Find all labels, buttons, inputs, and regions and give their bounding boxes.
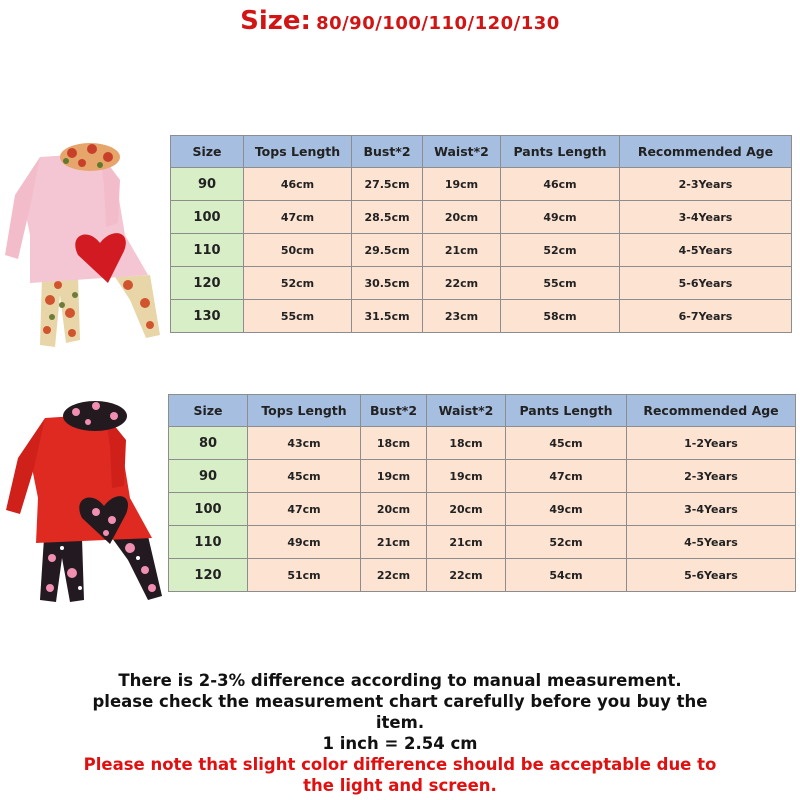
tops-length-cell: 43cm: [248, 427, 361, 460]
size-table-pink: [170, 135, 792, 333]
bust-cell: 20cm: [361, 493, 427, 526]
table-header-row: [171, 136, 792, 168]
size-cell: 130: [171, 300, 244, 333]
size-table-red: [168, 394, 796, 592]
col-header-waist: Waist*2: [423, 136, 501, 168]
pants-length-cell: 52cm: [501, 234, 620, 267]
table-row: [169, 493, 796, 526]
size-cell: 90: [169, 460, 248, 493]
table-row: [169, 460, 796, 493]
col-header-pants-length: Pants Length: [501, 136, 620, 168]
waist-cell: 21cm: [427, 526, 506, 559]
table-row: [171, 300, 792, 333]
tops-length-cell: 47cm: [244, 201, 352, 234]
tops-length-cell: 45cm: [248, 460, 361, 493]
waist-cell: 22cm: [423, 267, 501, 300]
age-cell: 2-3Years: [620, 168, 792, 201]
tops-length-cell: 55cm: [244, 300, 352, 333]
pants-length-cell: 49cm: [501, 201, 620, 234]
pants-length-cell: 54cm: [506, 559, 627, 592]
age-cell: 3-4Years: [620, 201, 792, 234]
note-line: item.: [375, 713, 425, 732]
waist-cell: 20cm: [427, 493, 506, 526]
pants-length-cell: 52cm: [506, 526, 627, 559]
tops-length-cell: 47cm: [248, 493, 361, 526]
col-header-size: Size: [169, 395, 248, 427]
note-line: There is 2-3% difference according to manual measurement.: [118, 671, 682, 690]
col-header-recommended-age: Recommended Age: [627, 395, 796, 427]
pants-length-cell: 47cm: [506, 460, 627, 493]
table-header-row: [169, 395, 796, 427]
bust-cell: 30.5cm: [352, 267, 423, 300]
size-cell: 110: [169, 526, 248, 559]
age-cell: 6-7Years: [620, 300, 792, 333]
pants-length-cell: 55cm: [501, 267, 620, 300]
note-line: 1 inch = 2.54 cm: [322, 734, 478, 753]
table-row: [169, 526, 796, 559]
table-row: [171, 201, 792, 234]
bust-cell: 18cm: [361, 427, 427, 460]
pants-length-cell: 45cm: [506, 427, 627, 460]
age-cell: 5-6Years: [620, 267, 792, 300]
age-cell: 5-6Years: [627, 559, 796, 592]
size-cell: 120: [171, 267, 244, 300]
red-outfit-image: [0, 388, 172, 603]
col-header-waist: Waist*2: [427, 395, 506, 427]
waist-cell: 23cm: [423, 300, 501, 333]
size-cell: 100: [169, 493, 248, 526]
table-row: [171, 168, 792, 201]
col-header-size: Size: [171, 136, 244, 168]
waist-cell: 21cm: [423, 234, 501, 267]
waist-cell: 22cm: [427, 559, 506, 592]
size-values: 80/90/100/110/120/130: [316, 13, 560, 34]
bust-cell: 27.5cm: [352, 168, 423, 201]
bust-cell: 29.5cm: [352, 234, 423, 267]
age-cell: 4-5Years: [627, 526, 796, 559]
notes-block: [0, 670, 800, 796]
table-row: [169, 427, 796, 460]
table-row: [169, 559, 796, 592]
pants-length-cell: 58cm: [501, 300, 620, 333]
size-title: [0, 6, 800, 36]
age-cell: 2-3Years: [627, 460, 796, 493]
age-cell: 1-2Years: [627, 427, 796, 460]
bust-cell: 22cm: [361, 559, 427, 592]
color-note-line: Please note that slight color difference should be acceptable due to: [83, 755, 717, 774]
col-header-tops-length: Tops Length: [248, 395, 361, 427]
pants-length-cell: 46cm: [501, 168, 620, 201]
tops-length-cell: 49cm: [248, 526, 361, 559]
size-cell: 80: [169, 427, 248, 460]
tops-length-cell: 46cm: [244, 168, 352, 201]
waist-cell: 19cm: [427, 460, 506, 493]
size-label: Size:: [240, 6, 311, 36]
col-header-tops-length: Tops Length: [244, 136, 352, 168]
bust-cell: 28.5cm: [352, 201, 423, 234]
size-cell: 100: [171, 201, 244, 234]
size-cell: 110: [171, 234, 244, 267]
note-line: please check the measurement chart carefully before you buy the: [92, 692, 708, 711]
bust-cell: 31.5cm: [352, 300, 423, 333]
col-header-bust: Bust*2: [352, 136, 423, 168]
waist-cell: 19cm: [423, 168, 501, 201]
pink-outfit-image: [0, 135, 170, 350]
waist-cell: 20cm: [423, 201, 501, 234]
tops-length-cell: 50cm: [244, 234, 352, 267]
table-row: [171, 234, 792, 267]
bust-cell: 19cm: [361, 460, 427, 493]
bust-cell: 21cm: [361, 526, 427, 559]
waist-cell: 18cm: [427, 427, 506, 460]
color-note-line: the light and screen.: [303, 776, 497, 795]
age-cell: 4-5Years: [620, 234, 792, 267]
pants-length-cell: 49cm: [506, 493, 627, 526]
tops-length-cell: 51cm: [248, 559, 361, 592]
col-header-pants-length: Pants Length: [506, 395, 627, 427]
col-header-bust: Bust*2: [361, 395, 427, 427]
age-cell: 3-4Years: [627, 493, 796, 526]
tops-length-cell: 52cm: [244, 267, 352, 300]
size-cell: 90: [171, 168, 244, 201]
table-row: [171, 267, 792, 300]
col-header-recommended-age: Recommended Age: [620, 136, 792, 168]
size-cell: 120: [169, 559, 248, 592]
